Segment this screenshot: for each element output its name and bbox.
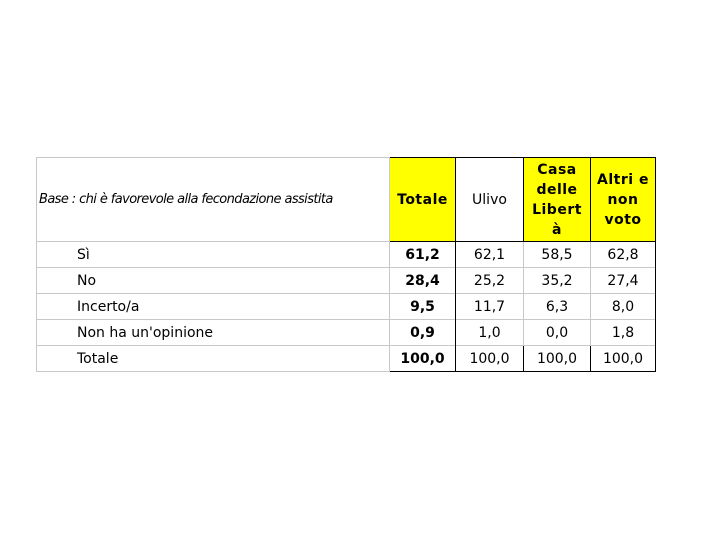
table-row: [37, 268, 656, 294]
header-totale-line: Totale: [397, 191, 448, 208]
header-ulivo: [456, 158, 524, 242]
cell-cdl: 6,3: [524, 294, 591, 320]
table-row: [37, 320, 656, 346]
cell-totale: 100,0: [390, 346, 456, 372]
cell-cdl: 35,2: [524, 268, 591, 294]
cell-totale: 0,9: [390, 320, 456, 346]
row-label: Incerto/a: [37, 294, 390, 320]
cell-altri: 8,0: [591, 294, 656, 320]
cell-ulivo: 1,0: [456, 320, 524, 346]
table-row: [37, 346, 656, 372]
row-label: Non ha un'opinione: [37, 320, 390, 346]
cell-altri: 100,0: [591, 346, 656, 372]
header-altri-line-2: non: [607, 191, 639, 208]
table-row: [37, 294, 656, 320]
header-ulivo-line: Ulivo: [472, 191, 507, 208]
header-cdl-line-1: Casa: [537, 161, 577, 178]
table-row: [37, 242, 656, 268]
cell-cdl: 0,0: [524, 320, 591, 346]
header-cdl-line-2: delle: [536, 181, 578, 198]
header-row: [37, 158, 656, 242]
header-altri-line-1: Altri e: [597, 171, 649, 188]
cell-altri: 62,8: [591, 242, 656, 268]
cell-altri: 27,4: [591, 268, 656, 294]
header-cdl-line-4: à: [552, 221, 562, 238]
header-casa-delle-liberta: [524, 158, 591, 242]
row-label: Totale: [37, 346, 390, 372]
results-table: [36, 157, 656, 372]
cell-altri: 1,8: [591, 320, 656, 346]
base-label: Base : chi è favorevole alla fecondazione assistita: [37, 158, 390, 242]
header-altri-line-3: voto: [604, 211, 642, 228]
cell-totale: 9,5: [390, 294, 456, 320]
cell-ulivo: 100,0: [456, 346, 524, 372]
header-altri-non-voto: [591, 158, 656, 242]
cell-totale: 61,2: [390, 242, 456, 268]
cell-ulivo: 25,2: [456, 268, 524, 294]
results-table-container: [36, 157, 656, 372]
header-totale: [390, 158, 456, 242]
header-cdl-line-3: Libert: [532, 201, 582, 218]
row-label: No: [37, 268, 390, 294]
cell-ulivo: 11,7: [456, 294, 524, 320]
cell-cdl: 100,0: [524, 346, 591, 372]
cell-cdl: 58,5: [524, 242, 591, 268]
cell-totale: 28,4: [390, 268, 456, 294]
row-label: Sì: [37, 242, 390, 268]
cell-ulivo: 62,1: [456, 242, 524, 268]
